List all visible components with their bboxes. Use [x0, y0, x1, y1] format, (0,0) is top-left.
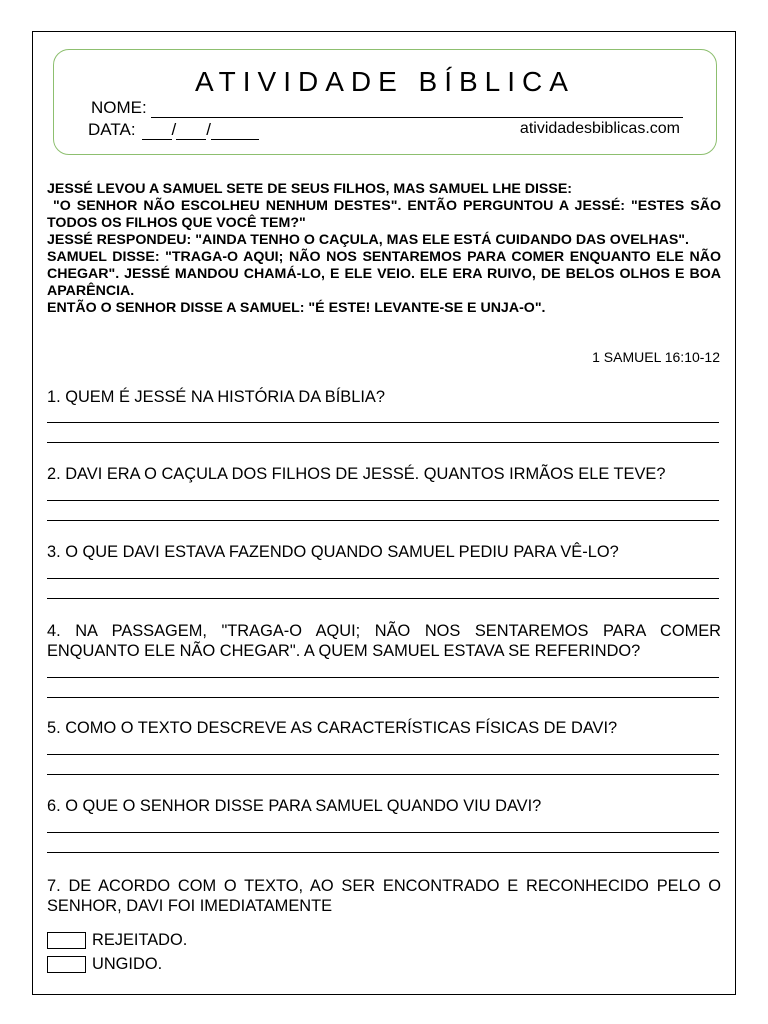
- answer-line[interactable]: [47, 442, 719, 443]
- question-text: 4. NA PASSAGEM, "TRAGA-O AQUI; NÃO NOS SENTAREMOS PARA COMER ENQUANTO ELE NÃO CHEGAR". A QUEM SAMUEL ESTAVA SE REFERINDO?: [47, 622, 721, 660]
- answer-line[interactable]: [47, 852, 719, 853]
- checkbox[interactable]: [47, 932, 86, 949]
- date-separator: /: [171, 120, 177, 139]
- date-day-blank[interactable]: [142, 125, 172, 140]
- answer-line[interactable]: [47, 520, 719, 521]
- question-4: [47, 621, 721, 661]
- answer-line[interactable]: [47, 500, 719, 501]
- answer-line[interactable]: [47, 754, 719, 755]
- checkbox[interactable]: [47, 956, 86, 973]
- date-field: [88, 120, 259, 140]
- date-year-blank[interactable]: [211, 125, 259, 140]
- question-5: [47, 718, 721, 738]
- question-text: 7. DE ACORDO COM O TEXTO, AO SER ENCONTRADO E RECONHECIDO PELO O SENHOR, DAVI FOI IMEDIATAMENTE: [47, 877, 721, 915]
- passage-reference: 1 SAMUEL 16:10-12: [592, 349, 720, 365]
- page-border: [32, 31, 736, 995]
- question-text: 1. QUEM É JESSÉ NA HISTÓRIA DA BÍBLIA?: [47, 388, 385, 406]
- passage-line: JESSÉ RESPONDEU: "AINDA TENHO O CAÇULA, MAS ELE ESTÁ CUIDANDO DAS OVELHAS".: [47, 232, 689, 248]
- name-label: NOME:: [91, 98, 147, 117]
- page-title: ATIVIDADE BÍBLICA: [195, 66, 575, 97]
- answer-line[interactable]: [47, 578, 719, 579]
- question-2: [47, 464, 721, 484]
- date-label: DATA:: [88, 120, 136, 139]
- option-rejeitado[interactable]: [47, 931, 187, 950]
- answer-line[interactable]: [47, 774, 719, 775]
- answer-line[interactable]: [47, 598, 719, 599]
- question-text: 6. O QUE O SENHOR DISSE PARA SAMUEL QUANDO VIU DAVI?: [47, 797, 542, 815]
- date-separator: /: [206, 120, 212, 139]
- question-1: [47, 387, 721, 407]
- passage-line: ENTÃO O SENHOR DISSE A SAMUEL: "É ESTE! LEVANTE-SE E UNJA-O".: [47, 300, 546, 316]
- header-box: [53, 49, 717, 155]
- option-label: REJEITADO.: [92, 931, 188, 949]
- option-label: UNGIDO.: [92, 955, 163, 973]
- answer-line[interactable]: [47, 677, 719, 678]
- passage-line: SAMUEL DISSE: "TRAGA-O AQUI; NÃO NOS SENTAREMOS PARA COMER ENQUANTO ELE NÃO CHEGAR". JESSÉ MANDOU CHAMÁ-LO, E ELE VEIO. ELE ERA RUIVO, DE BELOS OLHOS E BOA APARÊNCIA.: [47, 249, 721, 299]
- site-url: atividadesbiblicas.com: [519, 120, 680, 137]
- question-text: 3. O QUE DAVI ESTAVA FAZENDO QUANDO SAMUEL PEDIU PARA VÊ-LO?: [47, 543, 619, 561]
- question-7: [47, 876, 721, 916]
- name-blank-line[interactable]: [151, 103, 683, 118]
- answer-line[interactable]: [47, 697, 719, 698]
- answer-line[interactable]: [47, 832, 719, 833]
- option-ungido[interactable]: [47, 955, 162, 974]
- answer-line[interactable]: [47, 422, 719, 423]
- passage-line: "O SENHOR NÃO ESCOLHEU NENHUM DESTES". ENTÃO PERGUNTOU A JESSÉ: "ESTES SÃO TODOS OS FILHOS QUE VOCÊ TEM?": [47, 198, 725, 231]
- passage-line: JESSÉ LEVOU A SAMUEL SETE DE SEUS FILHOS, MAS SAMUEL LHE DISSE:: [47, 181, 573, 197]
- question-3: [47, 542, 721, 562]
- question-6: [47, 796, 721, 816]
- name-field: [91, 98, 683, 118]
- bible-passage: [47, 181, 725, 317]
- question-text: 5. COMO O TEXTO DESCREVE AS CARACTERÍSTICAS FÍSICAS DE DAVI?: [47, 719, 618, 737]
- question-text: 2. DAVI ERA O CAÇULA DOS FILHOS DE JESSÉ. QUANTOS IRMÃOS ELE TEVE?: [47, 465, 666, 483]
- date-month-blank[interactable]: [176, 125, 206, 140]
